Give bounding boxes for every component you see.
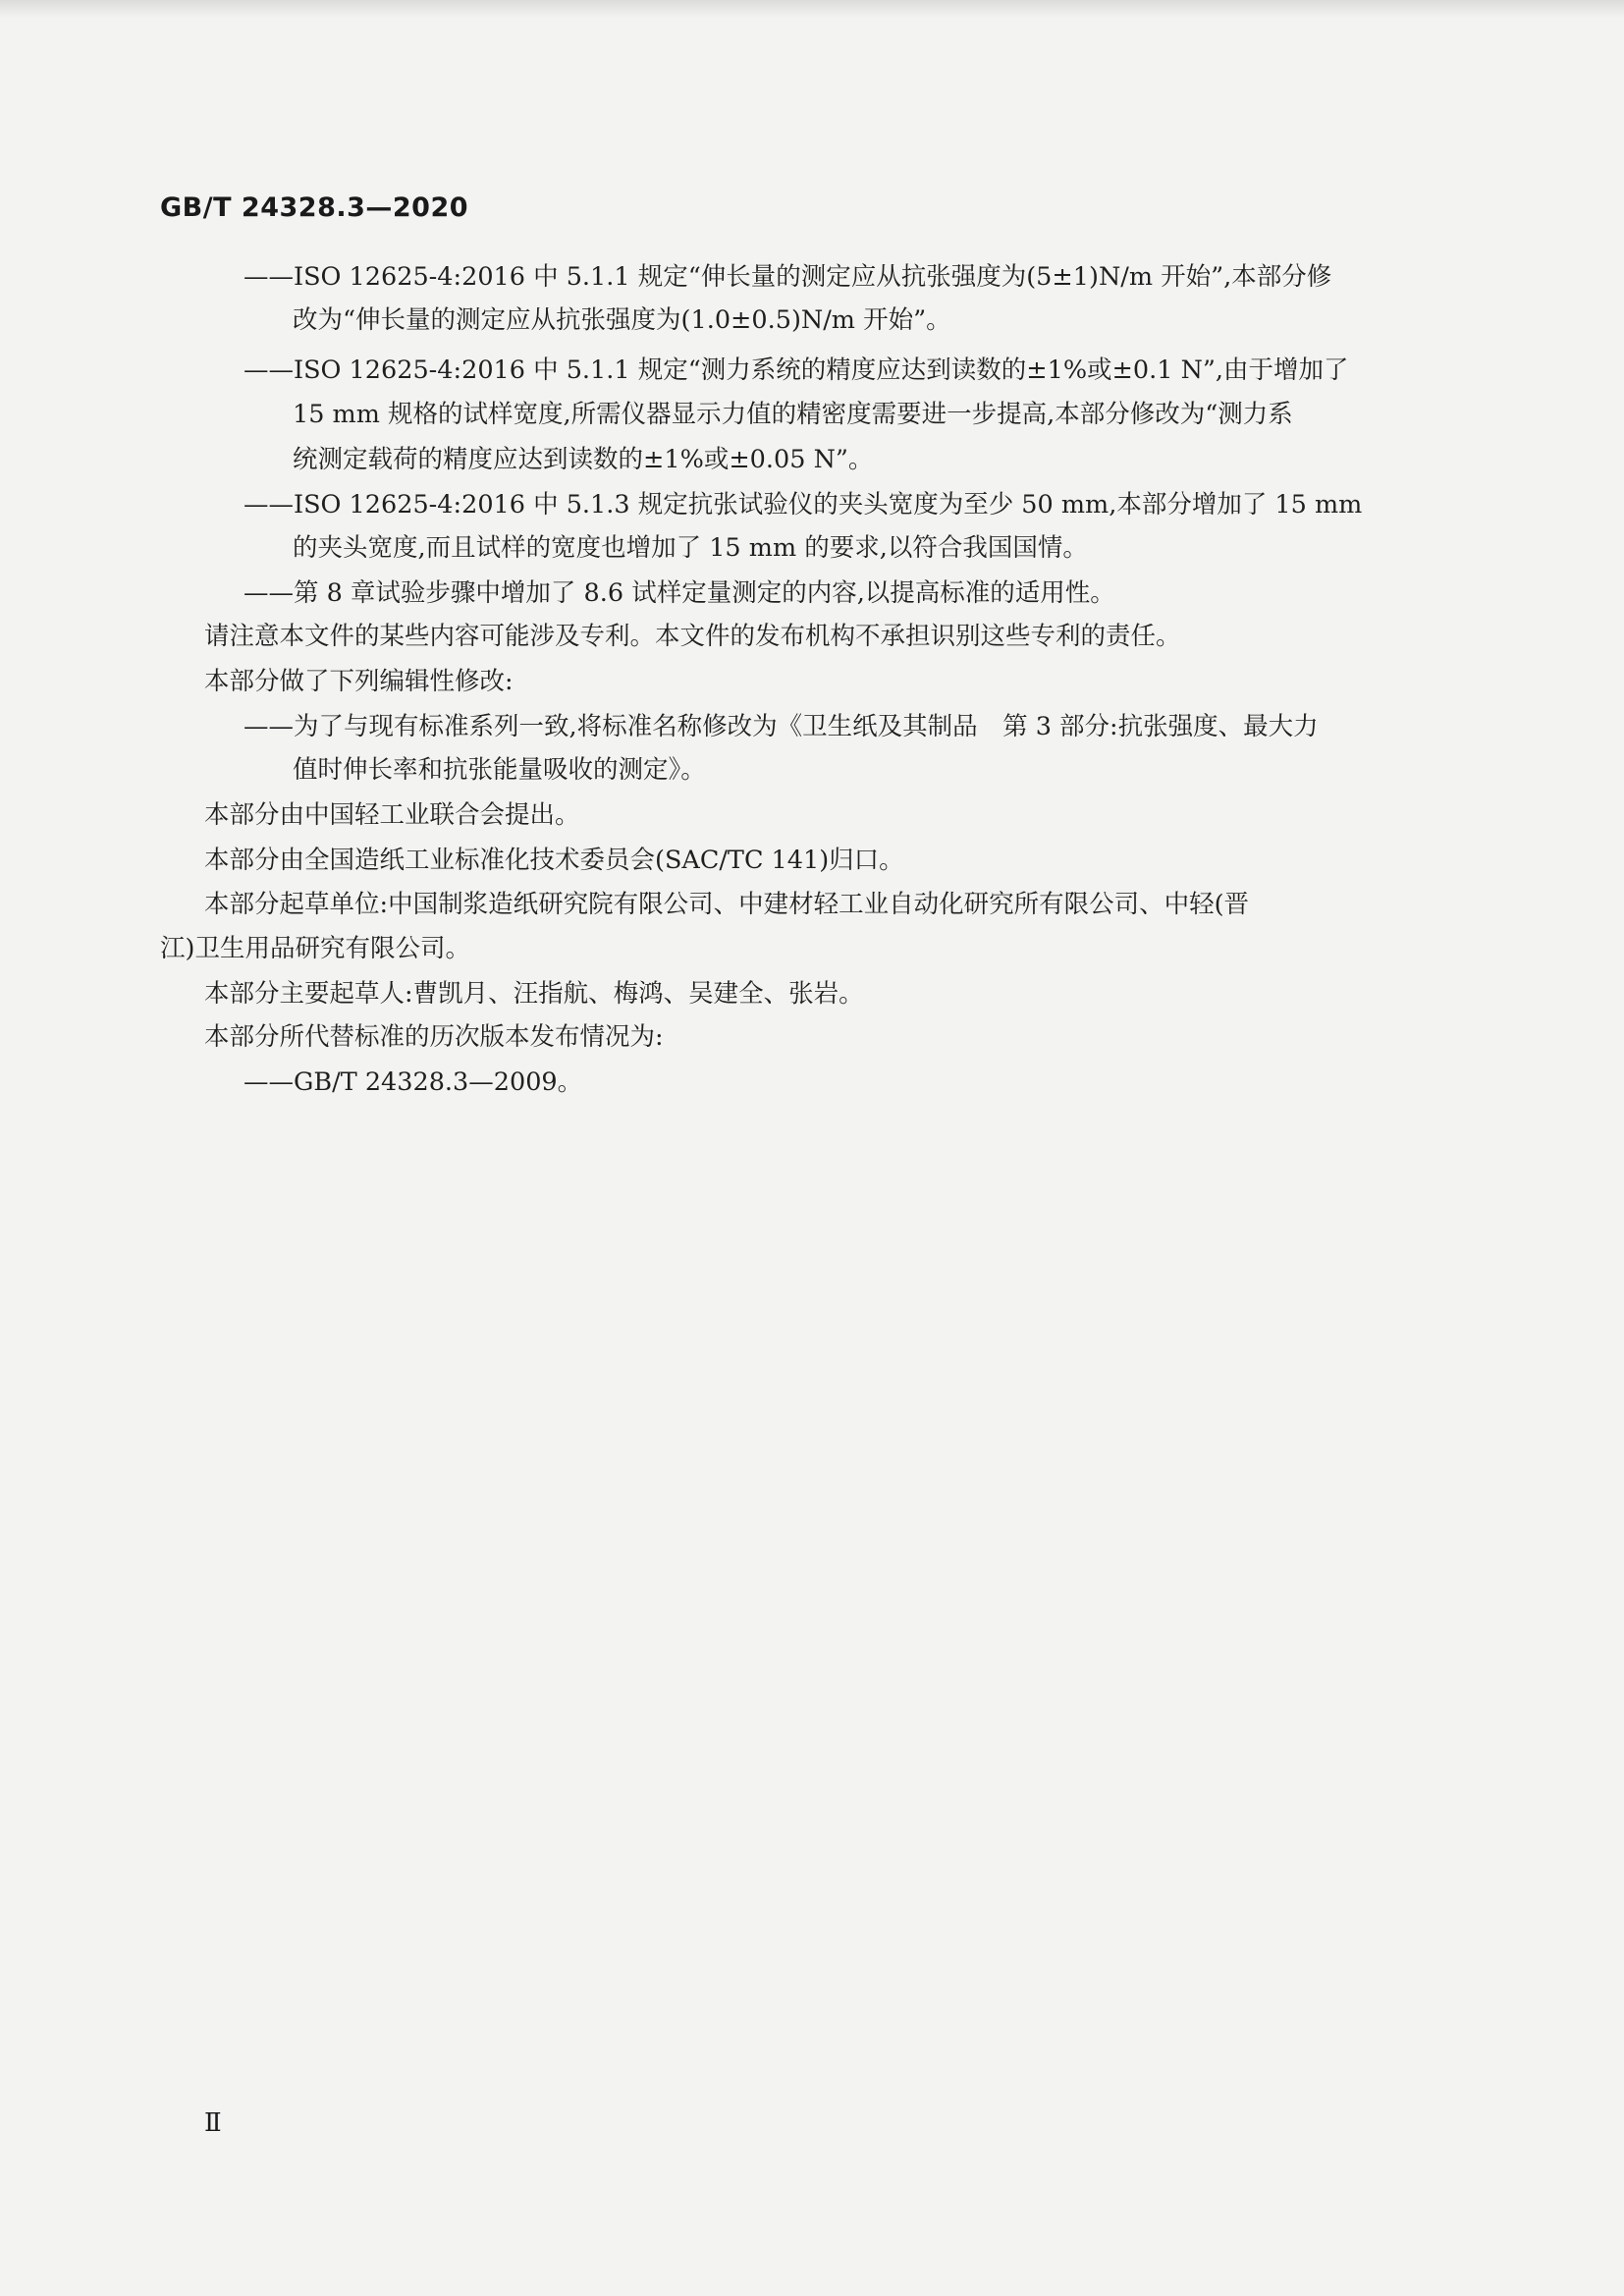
body-line: ——为了与现有标准系列一致,将标准名称修改为《卫生纸及其制品 第 3 部分:抗张强度、最大力 bbox=[244, 712, 1319, 741]
body-line: 统测定载荷的精度应达到读数的±1%或±0.05 N”。 bbox=[293, 445, 874, 474]
body-line: ——GB/T 24328.3—2009。 bbox=[244, 1067, 583, 1097]
body-line: 15 mm 规格的试样宽度,所需仪器显示力值的精密度需要进一步提高,本部分修改为“测力系 bbox=[293, 400, 1293, 429]
body-line: 本部分起草单位:中国制浆造纸研究院有限公司、中建材轻工业自动化研究所有限公司、中轻(晋 bbox=[204, 890, 1250, 919]
scan-top-edge bbox=[0, 0, 1624, 18]
body-line: 本部分做了下列编辑性修改: bbox=[204, 667, 514, 696]
body-line: 本部分主要起草人:曹凯月、汪指航、梅鸿、吴建全、张岩。 bbox=[204, 979, 864, 1009]
body-line: 本部分由中国轻工业联合会提出。 bbox=[204, 800, 580, 830]
body-line: 江)卫生用品研究有限公司。 bbox=[160, 934, 470, 963]
body-line: ——ISO 12625-4:2016 中 5.1.1 规定“伸长量的测定应从抗张强度为(5±1)N/m 开始”,本部分修 bbox=[244, 262, 1332, 292]
body-line: 值时伸长率和抗张能量吸收的测定》。 bbox=[293, 755, 706, 785]
body-line: 的夹头宽度,而且试样的宽度也增加了 15 mm 的要求,以符合我国国情。 bbox=[293, 533, 1088, 563]
body-line: ——ISO 12625-4:2016 中 5.1.3 规定抗张试验仪的夹头宽度为至少 50 mm,本部分增加了 15 mm bbox=[244, 490, 1363, 519]
body-line: 改为“伸长量的测定应从抗张强度为(1.0±0.5)N/m 开始”。 bbox=[293, 305, 951, 335]
body-line: ——第 8 章试验步骤中增加了 8.6 试样定量测定的内容,以提高标准的适用性。 bbox=[244, 578, 1115, 608]
body-line: 本部分所代替标准的历次版本发布情况为: bbox=[204, 1022, 664, 1052]
document-code: GB/T 24328.3—2020 bbox=[160, 192, 469, 223]
body-line: 请注意本文件的某些内容可能涉及专利。本文件的发布机构不承担识别这些专利的责任。 bbox=[204, 622, 1181, 651]
page-number: Ⅱ bbox=[204, 2108, 222, 2138]
body-line: 本部分由全国造纸工业标准化技术委员会(SAC/TC 141)归口。 bbox=[204, 846, 904, 875]
body-line: ——ISO 12625-4:2016 中 5.1.1 规定“测力系统的精度应达到读数的±1%或±0.1 N”,由于增加了 bbox=[244, 355, 1349, 385]
